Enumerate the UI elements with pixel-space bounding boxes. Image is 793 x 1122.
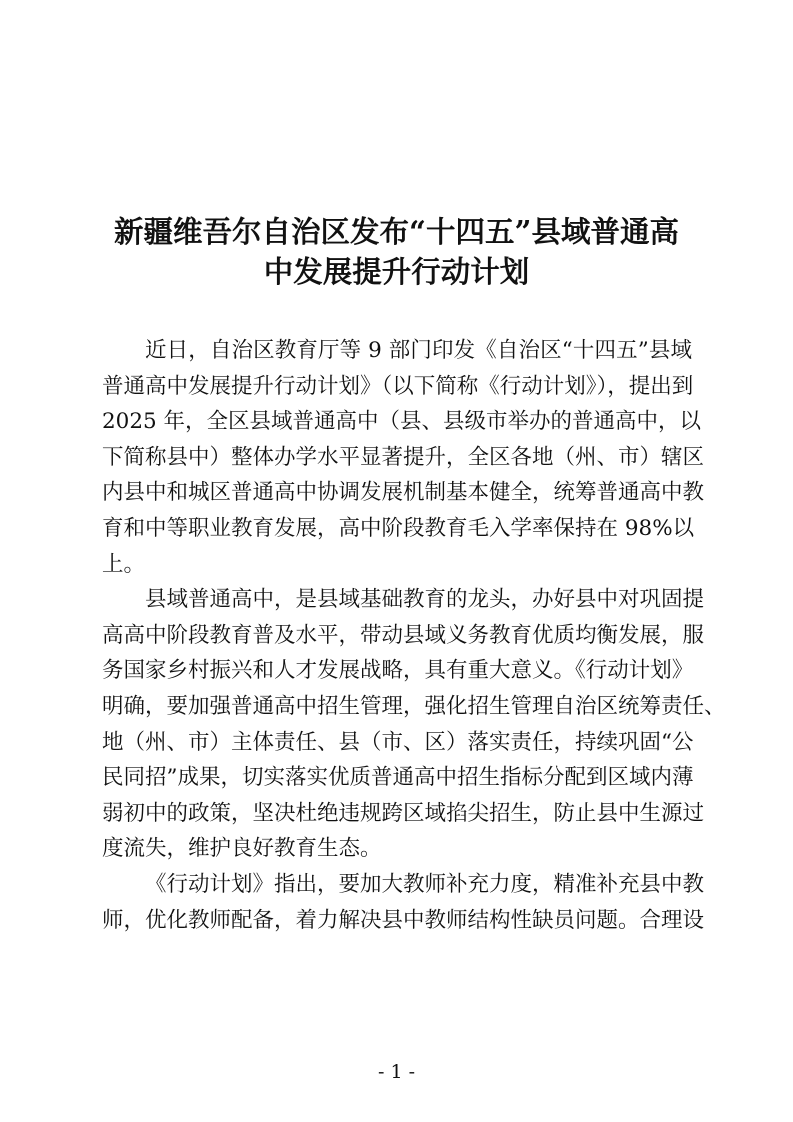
paragraph-1-line: 普通高中发展提升行动计划》（以下简称《行动计划》），提出到 [102, 373, 694, 399]
title-line: 中发展提升行动计划 [263, 254, 530, 289]
paragraph-2-line: 明确，要加强普通高中招生管理，强化招生管理自治区统筹责任、 [102, 693, 726, 719]
paragraph-1-line: 下简称县中）整体办学水平显著提升，全区各地（州、市）辖区 [102, 444, 705, 470]
paragraph-2-line: 高高中阶段教育普及水平，带动县域义务教育优质均衡发展，服 [102, 622, 705, 648]
paragraph-1-line: 内县中和城区普通高中协调发展机制基本健全，统筹普通高中教 [102, 480, 705, 506]
paragraph-2-line: 县域普通高中，是县域基础教育的龙头，办好县中对巩固提 [145, 587, 705, 613]
paragraph-1-line: 近日，自治区教育厅等 9 部门印发《自治区“十四五”县域 [145, 338, 692, 363]
paragraph-2-line: 地（州、市）主体责任、县（市、区）落实责任，持续巩固“公 [102, 729, 694, 755]
paragraph-2-line: 度流失，维护良好教育生态。 [102, 836, 382, 862]
paragraph-2-line: 弱初中的政策，坚决杜绝违规跨区域掐尖招生，防止县中生源过 [102, 800, 705, 826]
page-number: - 1 - [377, 1061, 415, 1083]
paragraph-1-line: 育和中等职业教育发展，高中阶段教育毛入学率保持在 98%以 [102, 515, 695, 541]
document-body [102, 333, 726, 938]
paragraph-2-line: 民同招”成果，切实落实优质普通高中招生指标分配到区域内薄 [102, 765, 694, 791]
paragraph-1-line: 上。 [102, 551, 146, 577]
title-line: 新疆维吾尔自治区发布“十四五”县域普通高 [114, 214, 679, 249]
paragraph-3-line: 《行动计划》指出，要加大教师补充力度，精准补充县中教 [145, 871, 705, 897]
paragraph-1-line: 2025 年，全区县域普通高中（县、县级市举办的普通高中，以 [102, 409, 702, 435]
document-title [90, 212, 703, 292]
paragraph-2-line: 务国家乡村振兴和人才发展战略，具有重大意义。《行动计划》 [102, 658, 694, 684]
paragraph-3-line: 师，优化教师配备，着力解决县中教师结构性缺员问题。合理设 [102, 907, 705, 933]
